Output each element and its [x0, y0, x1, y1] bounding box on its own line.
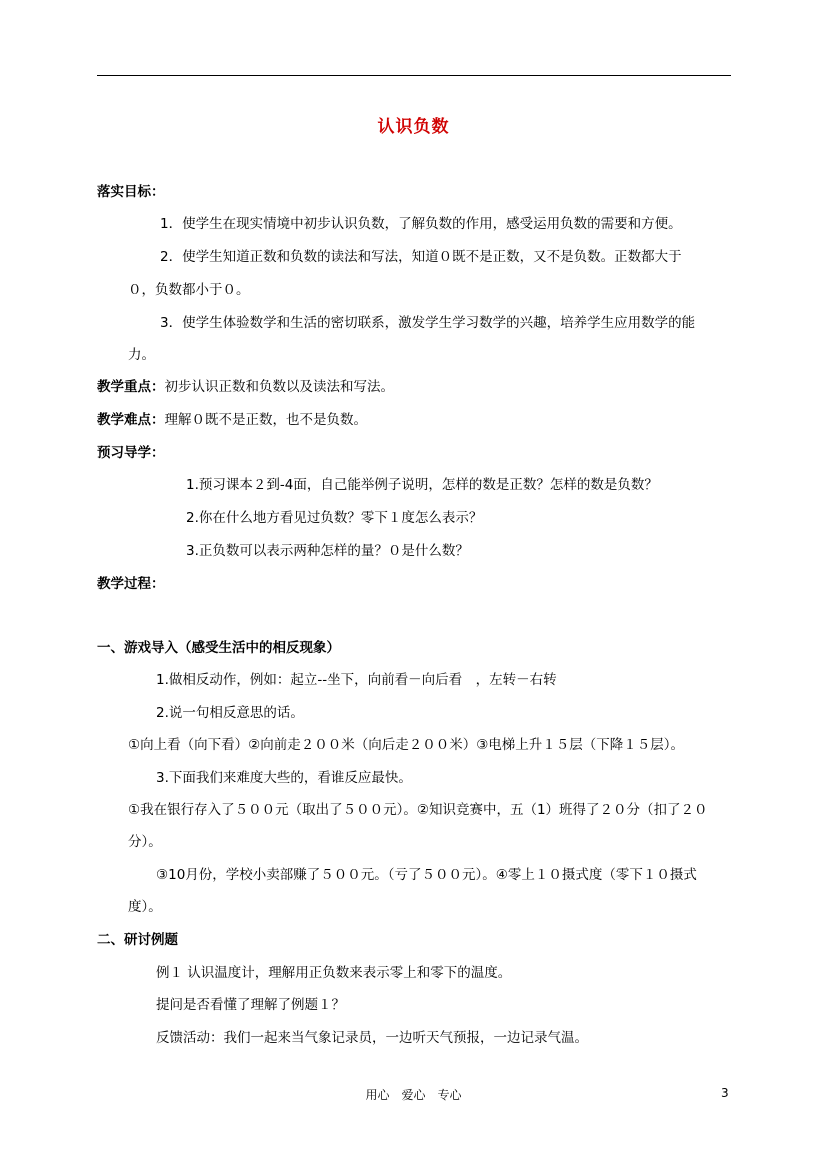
page-number: 3 [721, 1086, 729, 1100]
key-point-text: 初步认识正数和负数以及读法和写法。 [164, 379, 394, 395]
section-1-heading: 一、游戏导入（感受生活中的相反现象） [97, 640, 340, 656]
header-rule [97, 75, 731, 76]
section-1-line-4: 3.下面我们来难度大些的，看谁反应最快。 [156, 770, 412, 786]
goal-item-3-line-1: 3．使学生体验数学和生活的密切联系，激发学生学习数学的兴趣，培养学生应用数学的能 [160, 315, 696, 331]
page-footer: 用心 爱心 专心 [365, 1088, 462, 1102]
section-1-line-3: ①向上看（向下看）②向前走２００米（向后走２００米）③电梯上升１５层（下降１５层）。 [128, 737, 685, 753]
key-point-row [97, 378, 394, 396]
document-title: 认识负数 [377, 117, 450, 137]
preview-item-1: 1.预习课本２到-4面，自己能举例子说明，怎样的数是正数？怎样的数是负数？ [186, 477, 658, 493]
key-point-label: 教学重点： [97, 379, 165, 395]
preview-item-3: 3.正负数可以表示两种怎样的量？０是什么数？ [186, 543, 469, 559]
section-2-line-2: 提问是否看懂了理解了例题１？ [156, 997, 345, 1013]
section-1-line-2: 2.说一句相反意思的话。 [156, 705, 304, 721]
goals-heading: 落实目标： [97, 184, 165, 200]
section-2-line-1: 例１ 认识温度计，理解用正负数来表示零上和零下的温度。 [156, 965, 512, 981]
goal-item-3-line-2: 力。 [128, 347, 155, 363]
goal-item-2-line-2: ０，负数都小于０。 [128, 282, 250, 298]
section-1-line-8: 度）。 [128, 899, 162, 915]
section-1-line-1: 1.做相反动作，例如：起立--坐下，向前看－向后看 ，左转－右转 [156, 672, 557, 688]
difficulty-label: 教学难点： [97, 412, 165, 428]
section-2-line-3: 反馈活动：我们一起来当气象记录员，一边听天气预报，一边记录气温。 [156, 1030, 588, 1046]
process-heading: 教学过程： [97, 576, 165, 592]
section-2-heading: 二、研讨例题 [97, 932, 178, 948]
section-1-line-5: ①我在银行存入了５００元（取出了５００元）。②知识竞赛中，五（1）班得了２０分（扣了２０ [128, 802, 708, 818]
difficulty-row [97, 411, 367, 429]
goal-item-2-line-1: 2．使学生知道正数和负数的读法和写法，知道０既不是正数，又不是负数。正数都大于 [160, 249, 682, 265]
section-1-line-7: ③10月份，学校小卖部赚了５００元。（亏了５００元）。④零上１０摄式度（零下１０摄式 [156, 867, 697, 883]
preview-heading: 预习导学： [97, 445, 165, 461]
preview-item-2: 2.你在什么地方看见过负数？零下１度怎么表示？ [186, 510, 483, 526]
goal-item-1: 1．使学生在现实情境中初步认识负数，了解负数的作用，感受运用负数的需要和方便。 [160, 216, 682, 232]
section-1-line-6: 分）。 [128, 834, 162, 850]
difficulty-text: 理解０既不是正数，也不是负数。 [164, 412, 367, 428]
